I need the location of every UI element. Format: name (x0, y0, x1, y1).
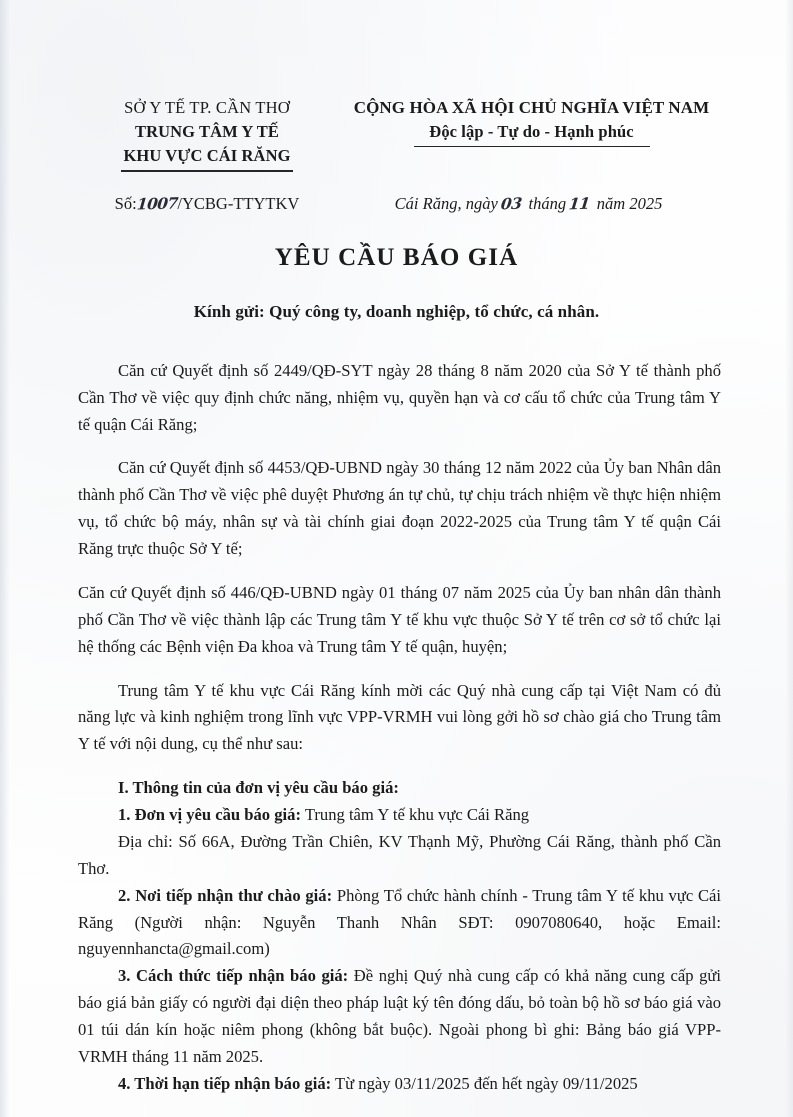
item-requesting-unit-label: 1. Đơn vị yêu cầu báo giá: (118, 805, 301, 825)
country-name-line: CỘNG HÒA XÃ HỘI CHỦ NGHĨA VIỆT NAM (353, 98, 710, 117)
item-deadline (78, 1071, 721, 1098)
national-heading-block (336, 96, 721, 147)
issuing-organization-block (78, 96, 336, 172)
item-receiving-office-label: 2. Nơi tiếp nhận thư chào giá: (118, 885, 333, 905)
item-submission-method (78, 963, 721, 1071)
region-line: KHU VỰC CÁI RĂNG (123, 145, 291, 165)
preamble-paragraph-3: Căn cứ Quyết định số 446/QĐ-UBND ngày 01 tháng 07 năm 2025 của Ủy ban nhân dân thành phố Cần Thơ về việc thành lập các Trung tâm Y tế khu vực thuộc Sở Y tế trên cơ sở tổ chức lại hệ thống các Bệnh viện Đa khoa và Trung tâm Y tế quận, huyện; (78, 582, 721, 656)
item-requesting-unit (78, 802, 721, 829)
document-number-suffix: /YCBG-TTYTKV (177, 193, 300, 213)
preamble-paragraph-2: Căn cứ Quyết định số 4453/QĐ-UBND ngày 30 tháng 12 năm 2022 của Ủy ban Nhân dân thành phố Cần Thơ về việc phê duyệt Phương án tự chủ, tự chịu trách nhiệm về thực hiện nhiệm vụ, tổ chức bộ máy, nhân sự và tài chính giai đoạn 2022-2025 của Trung tâm Y tế quận Cái Răng trực thuộc Sở Y tế; (78, 458, 721, 559)
item-submission-method-value: Đề nghị Quý nhà cung cấp có khả năng cung cấp gửi báo giá bản giấy có người đại diện theo pháp luật ký tên đóng dấu, bỏ toàn bộ hồ sơ báo giá vào 01 túi dán kín hoặc niêm phong (không bắt buộc). Ngoài phong bì ghi: Bảng báo giá VPP-VRMH tháng 11 năm 2025. (78, 966, 721, 1066)
preamble-paragraph-4: Trung tâm Y tế khu vực Cái Răng kính mời các Quý nhà cung cấp tại Việt Nam có đủ năng lực và kinh nghiệm trong lĩnh vực VPP-VRMH vui lòng gởi hồ sơ chào giá cho Trung tâm Y tế với nội dung, cụ thể như sau: (78, 680, 721, 754)
date-month-word: tháng (528, 193, 567, 213)
document-meta-row (0, 172, 793, 214)
item-requesting-unit-value: Trung tâm Y tế khu vực Cái Răng (300, 805, 530, 825)
document-number-handwritten: 1007 (135, 193, 179, 214)
item-receiving-office-value: Phòng Tổ chức hành chính - Trung tâm Y tế khu vực Cái Răng (Người nhận: Nguyễn Thanh Nhân SĐT: 0907080640, hoặc Email: nguyennhancta@gmail.com) (78, 885, 722, 959)
item-deadline-value: Từ ngày 03/11/2025 đến hết ngày 09/11/2025 (331, 1073, 638, 1093)
date-place: Cái Răng, ngày (394, 193, 498, 213)
document-body (0, 358, 793, 1098)
date-month-handwritten: 11 (568, 193, 591, 214)
department-of-health-line: SỞ Y TẾ TP. CẦN THƠ (124, 98, 290, 117)
organization-underline (121, 170, 293, 172)
national-motto-line: Độc lập - Tự do - Hạnh phúc (429, 121, 634, 141)
item-deadline-label: 4. Thời hạn tiếp nhận báo giá: (118, 1073, 332, 1093)
section-one-heading: I. Thông tin của đơn vị yêu cầu báo giá: (118, 778, 399, 798)
item-receiving-office (78, 883, 721, 964)
date-year-word: năm (596, 193, 626, 213)
document-number (78, 194, 336, 214)
document-header (0, 0, 793, 172)
section-one-block (78, 775, 721, 1098)
item-address: Địa chỉ: Số 66A, Đường Trần Chiên, KV Thạnh Mỹ, Phường Cái Răng, thành phố Cần Thơ. (78, 831, 721, 878)
medical-center-line: TRUNG TÂM Y TẾ (135, 121, 279, 141)
preamble-paragraph-1: Căn cứ Quyết định số 2449/QĐ-SYT ngày 28 tháng 8 năm 2020 của Sở Y tế thành phố Cần Thơ về việc quy định chức năng, nhiệm vụ, quyền hạn và cơ cấu tổ chức của Trung tâm Y tế quận Cái Răng; (78, 360, 721, 434)
date-day-handwritten: 03 (499, 193, 523, 214)
national-motto-underline (414, 146, 650, 148)
document-title: YÊU CẦU BÁO GIÁ (274, 243, 519, 271)
date-year: 2025 (629, 193, 663, 213)
document-number-prefix: Số: (114, 193, 137, 213)
addressee-line: Kính gửi: Quý công ty, doanh nghiệp, tổ chức, cá nhân. (193, 301, 600, 321)
document-date-line (336, 194, 721, 214)
item-submission-method-label: 3. Cách thức tiếp nhận báo giá: (118, 966, 349, 986)
